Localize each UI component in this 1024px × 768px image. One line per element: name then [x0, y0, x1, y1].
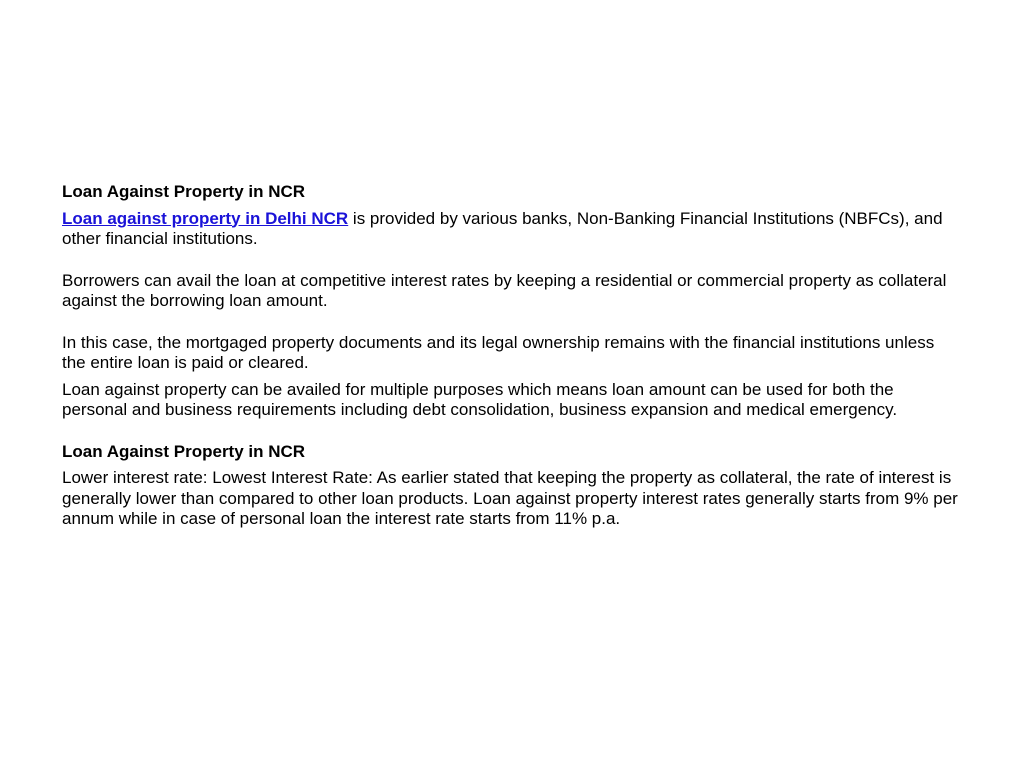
- section-heading: Loan Against Property in NCR: [62, 182, 306, 201]
- intro-paragraph: [62, 209, 962, 250]
- ownership-paragraph: In this case, the mortgaged property documents and its legal ownership remains with the financial institutions unless the entire loan is paid or cleared.: [62, 332, 935, 372]
- section-heading-2: Loan Against Property in NCR: [62, 441, 306, 461]
- intro-paragraph-text: is provided by various banks, Non-Banking Financial Institutions (NBFCs), and other financial institutions.: [62, 208, 943, 248]
- delhi-ncr-link[interactable]: Loan against property in Delhi NCR: [62, 208, 349, 228]
- purposes-paragraph: Loan against property can be availed for multiple purposes which means loan amount can be used for both the personal and business requirements including debt consolidation, business expansion and medical emergency.: [62, 379, 898, 419]
- slide-content: [62, 182, 962, 530]
- collateral-paragraph: Borrowers can avail the loan at competitive interest rates by keeping a residential or commercial property as collateral against the borrowing loan amount.: [62, 270, 947, 310]
- interest-rate-paragraph: Lower interest rate: Lowest Interest Rate: As earlier stated that keeping the property as collateral, the rate of interest is generally lower than compared to other loan products. Loan against property interest rates generally starts from 9% per annum while in case of personal loan the interest rate starts from 11% p.a.: [62, 468, 958, 528]
